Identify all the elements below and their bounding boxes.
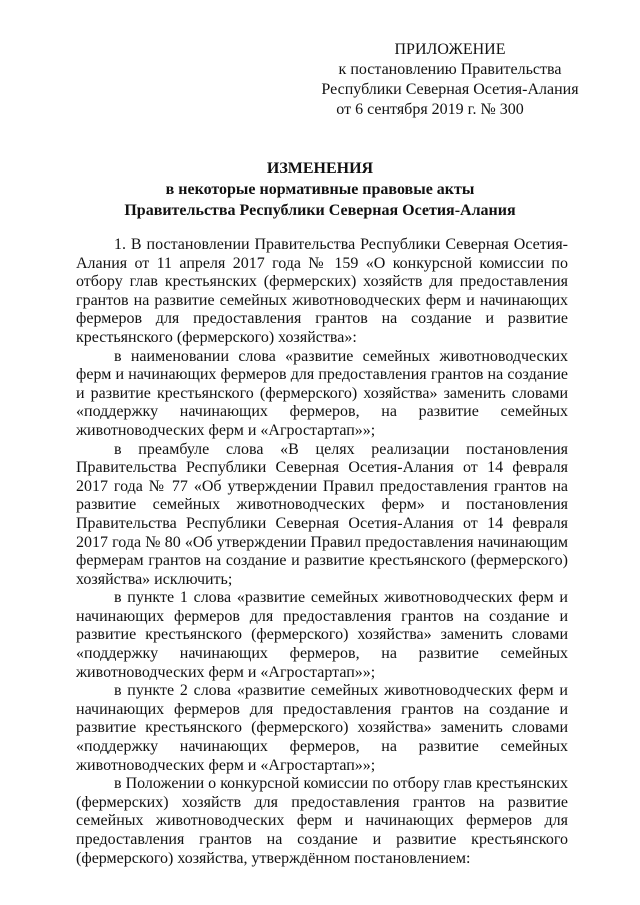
document-title	[0, 158, 640, 221]
paragraph: в наименовании слова «развитие семейных животноводческих ферм и начинающих фермеров для предоставления грантов на создание и развитие крестьянского (фермерского) хозяйства» заменить словами «поддержку начинающих фермеров, на развитие семейных животноводческих ферм и «Агростартап»»;	[76, 347, 568, 439]
document-body	[76, 236, 568, 868]
paragraph: 1. В постановлении Правительства Республики Северная Осетия-Алания от 11 апреля 2017 года № 159 «О конкурсной комиссии по отбору глав крестьянских (фермерских) хозяйств для предоставления грантов на развитие семейных животноводческих ферм и начинающих фермеров для предоставления грантов на создание и развитие крестьянского (фермерского) хозяйства»:	[76, 236, 568, 346]
paragraph: в пункте 1 слова «развитие семейных животноводческих ферм и начинающих фермеров для предоставления грантов на создание и развитие крестьянского (фермерского) хозяйства» заменить словами «поддержку начинающих фермеров, на развитие семейных животноводческих ферм и «Агростартап»»;	[76, 589, 568, 681]
appendix-title: ПРИЛОЖЕНИЕ	[394, 41, 506, 58]
title-government: Правительства Республики Северная Осетия-Алания	[124, 202, 516, 219]
paragraph: в Положении о конкурсной комиссии по отбору глав крестьянских (фермерских) хозяйств для предоставления грантов на развитие семейных животноводческих ферм и начинающих фермеров для предоставления грантов на создание и развитие крестьянского (фермерского) хозяйства, утверждённом постановлением:	[76, 775, 568, 867]
appendix-government: Республики Северная Осетия-Алания	[321, 81, 579, 98]
appendix-date: от 6 сентября 2019 г. № 300	[336, 101, 524, 118]
paragraph: в преамбуле слова «В целях реализации постановления Правительства Республики Северная Осетия-Алания от 14 февраля 2017 года № 77 «Об утверждении Правил предоставления грантов на развитие семейных животноводческих ферм» и постановления Правительства Республики Северная Осетия-Алания от 14 февраля 2017 года № 80 «Об утверждении Правил предоставления начинающим фермерам грантов на создание и развитие крестьянского (фермерского) хозяйства» исключить;	[76, 440, 568, 588]
paragraph: в пункте 2 слова «развитие семейных животноводческих ферм и начинающих фермеров для предоставления грантов на создание и развитие крестьянского (фермерского) хозяйства» заменить словами «поддержку начинающих фермеров, на развитие семейных животноводческих ферм и «Агростартап»»;	[76, 682, 568, 774]
appendix-reference: к постановлению Правительства	[338, 61, 562, 78]
title-heading: ИЗМЕНЕНИЯ	[266, 160, 374, 177]
appendix-header	[300, 40, 600, 120]
title-subheading: в некоторые нормативные правовые акты	[165, 181, 475, 198]
